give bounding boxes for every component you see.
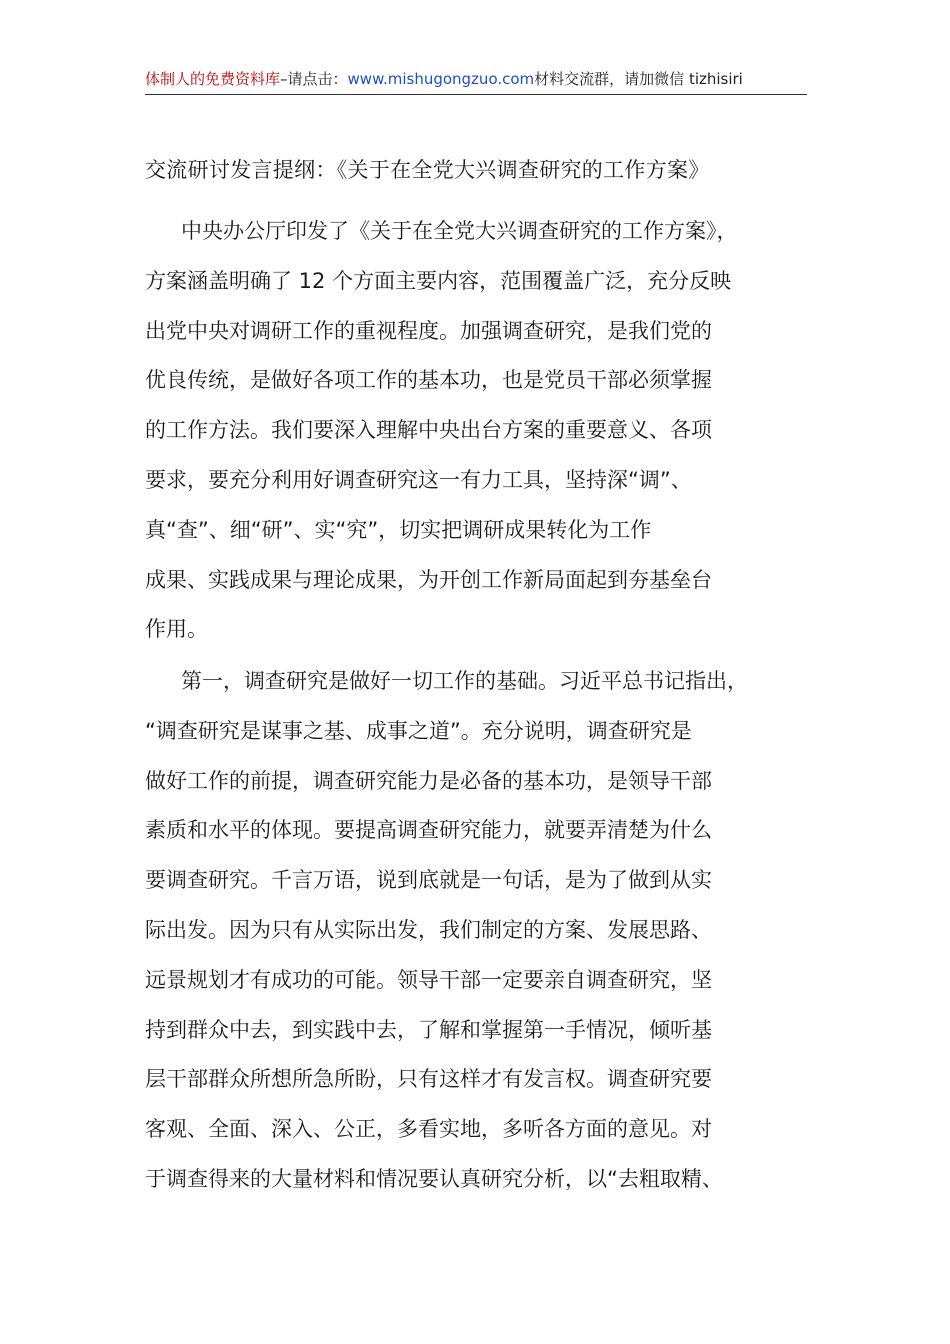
paragraph-line: 方案涵盖明确了 12 个方面主要内容，范围覆盖广泛，充分反映 <box>145 268 732 293</box>
paragraph-line: 中央办公厅印发了《关于在全党大兴调查研究的工作方案》， <box>181 219 738 243</box>
header-url-link[interactable]: www.mishugongzuo.com <box>347 70 535 88</box>
paragraph-line: 真“查”、细“研”、实“究”，切实把调研成果转化为工作 <box>145 517 652 542</box>
paragraph-line: 客观、全面、深入、公正，多看实地，多听各方面的意见。对 <box>145 1117 712 1142</box>
paragraph-line: 于调查得来的大量材料和情况要认真研究分析，以“去粗取精、 <box>145 1166 723 1191</box>
header-wechat-note: 材料交流群，请加微信 tizhisiri <box>534 70 743 88</box>
page-header <box>145 68 807 95</box>
paragraph-line: 要求，要充分利用好调查研究这一有力工具，坚持深“调”、 <box>145 467 692 492</box>
paragraph-intro <box>145 207 805 655</box>
header-brand: 体制人的免费资料库 <box>145 70 281 88</box>
paragraph-line: 远景规划才有成功的可能。领导干部一定要亲自调查研究，坚 <box>145 967 712 992</box>
document-title: 交流研讨发言提纲：《关于在全党大兴调查研究的工作方案》 <box>145 158 710 182</box>
paragraph-line: 际出发。因为只有从实际出发，我们制定的方案、发展思路、 <box>145 917 712 942</box>
paragraph-line: 层干部群众所想所急所盼，只有这样才有发言权。调查研究要 <box>145 1067 712 1092</box>
paragraph-line: 成果、实践成果与理论成果，为开创工作新局面起到夯基垒台 <box>145 567 712 592</box>
paragraph-line: 素质和水平的体现。要提高调查研究能力，就要弄清楚为什么 <box>145 818 712 843</box>
paragraph-line: 第一，调查研究是做好一切工作的基础。习近平总书记指出， <box>181 669 748 693</box>
paragraph-line: 做好工作的前提，调查研究能力是必备的基本功，是领导干部 <box>145 768 712 793</box>
paragraph-line: 优良传统，是做好各项工作的基本功，也是党员干部必须掌握 <box>145 368 712 393</box>
paragraph-line: “调查研究是谋事之基、成事之道”。充分说明，调查研究是 <box>145 718 692 743</box>
paragraph-first-point <box>145 657 805 1205</box>
paragraph-line: 的工作方法。我们要深入理解中央出台方案的重要意义、各项 <box>145 418 712 443</box>
paragraph-line: 持到群众中去，到实践中去，了解和掌握第一手情况，倾听基 <box>145 1017 712 1042</box>
paragraph-line: 出党中央对调研工作的重视程度。加强调查研究，是我们党的 <box>145 318 712 343</box>
paragraph-line: 作用。 <box>145 617 208 642</box>
header-prompt: –请点击： <box>280 70 348 88</box>
paragraph-line: 要调查研究。千言万语，说到底就是一句话，是为了做到从实 <box>145 868 712 893</box>
